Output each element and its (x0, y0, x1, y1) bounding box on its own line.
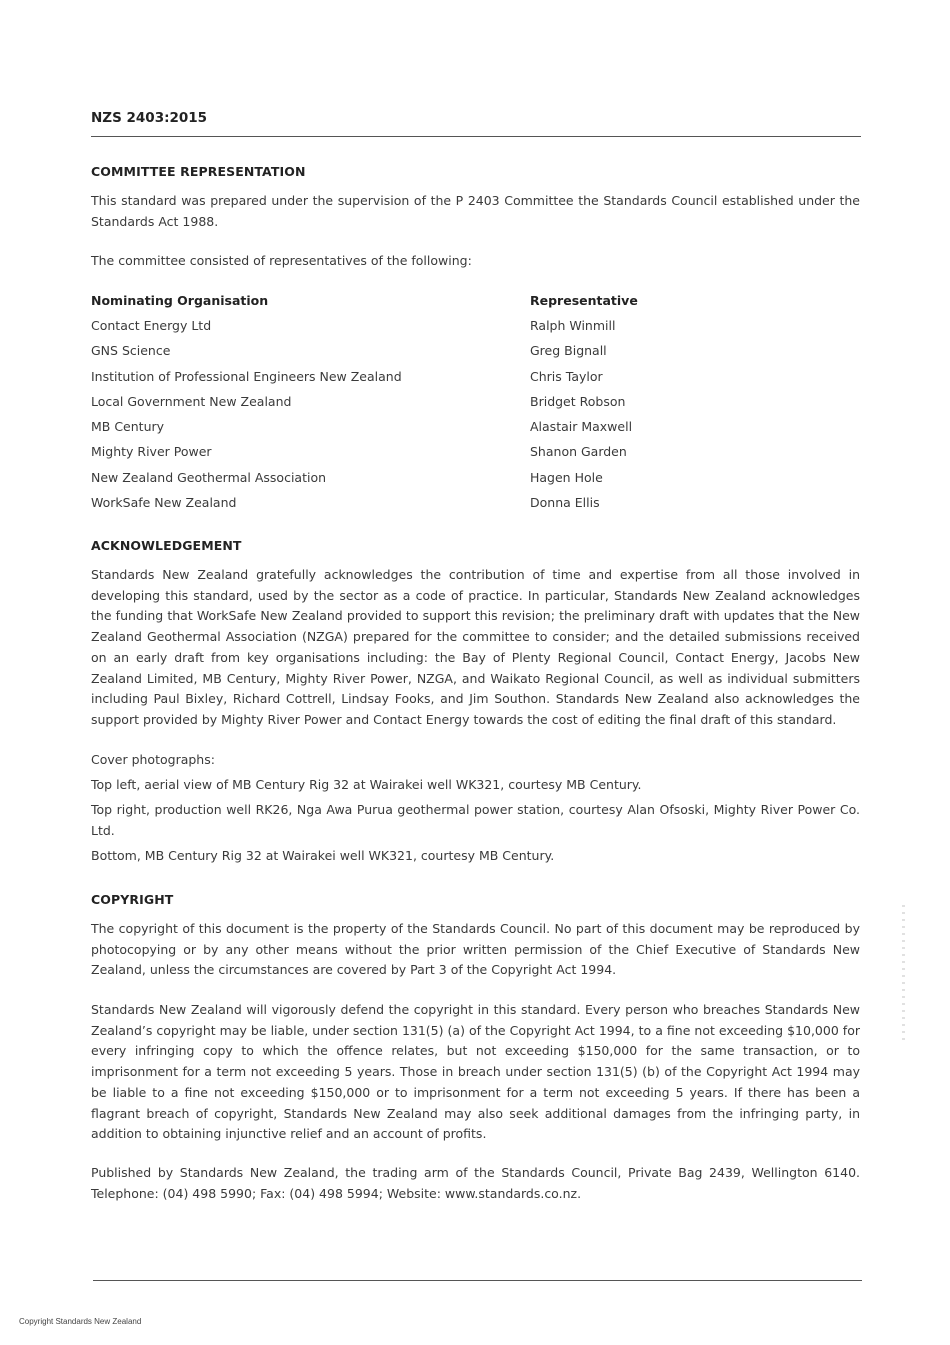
cover-photographs-label: Cover photographs: (91, 752, 215, 767)
member-representative: Alastair Maxwell (530, 419, 633, 434)
member-organisation: New Zealand Geothermal Association (91, 470, 327, 485)
footer-divider (93, 1280, 862, 1281)
member-representative: Chris Taylor (530, 369, 603, 384)
member-organisation: MB Century (91, 419, 165, 434)
committee-consisted-text: The committee consisted of representatives of the following: (91, 253, 472, 268)
cover-photo-item: Top left, aerial view of MB Century Rig 32 at Wairakei well WK321, courtesy MB Century. (91, 777, 642, 792)
member-representative: Donna Ellis (530, 495, 600, 510)
member-organisation: Contact Energy Ltd (91, 318, 212, 333)
column-header-representative: Representative (530, 293, 638, 308)
member-representative: Greg Bignall (530, 343, 607, 358)
scan-watermark (902, 905, 905, 1045)
member-representative: Bridget Robson (530, 394, 626, 409)
member-organisation: Mighty River Power (91, 444, 212, 459)
member-representative: Ralph Winmill (530, 318, 616, 333)
copyright-heading: COPYRIGHT (91, 892, 174, 907)
acknowledgement-text: Standards New Zealand gratefully acknowledges the contribution of time and expertise from all those involved in developing this standard, used by the sector as a code of practice. In particular, Standards New Zealand acknowledges the funding that WorkSafe New Zealand provided to support this revision; the preliminary draft with updates that the New Zealand Geothermal Association (NZGA) prepared for the committee to consider; and the detailed submissions received on an early draft from key organisations including: the Bay of Plenty Regional Council, Contact Energy, Jacobs New Zealand Limited, MB Century, Mighty River Power, NZGA, and Waikato Regional Council, as well as individual submitters including Paul Bixley, Richard Cottrell, Lindsay Fooks, and Jim Southon. Standards New Zealand also acknowledges the support provided by Mighty River Power and Contact Energy towards the cost of editing the final draft of this standard. (91, 567, 860, 727)
header-divider (91, 136, 861, 137)
member-organisation: GNS Science (91, 343, 171, 358)
cover-photo-item: Bottom, MB Century Rig 32 at Wairakei well WK321, courtesy MB Century. (91, 848, 555, 863)
member-representative: Hagen Hole (530, 470, 603, 485)
standard-code: NZS 2403:2015 (91, 110, 208, 126)
member-organisation: Institution of Professional Engineers New Zealand (91, 369, 402, 384)
member-representative: Shanon Garden (530, 444, 627, 459)
cover-photo-item: Top right, production well RK26, Nga Awa Purua geothermal power station, courtesy Alan Ofsoski, Mighty River Power Co. Ltd. (91, 802, 860, 838)
member-organisation: Local Government New Zealand (91, 394, 292, 409)
column-header-organisation: Nominating Organisation (91, 293, 269, 308)
member-organisation: WorkSafe New Zealand (91, 495, 237, 510)
copyright-paragraph: The copyright of this document is the property of the Standards Council. No part of this document may be reproduced by photocopying or by any other means without the prior written permission of the Chief Executive of Standards New Zealand, unless the circumstances are covered by Part 3 of the Copyright Act 1994. (91, 921, 860, 978)
copyright-paragraph: Standards New Zealand will vigorously defend the copyright in this standard. Every person who breaches Standards New Zealand’s copyright may be liable, under section 131(5) (a) of the Copyright Act 1994, to a fine not exceeding $10,000 for every infringing copy to which the offence relates, but not exceeding $150,000 for the same transaction, or to imprisonment for a term not exceeding 5 years. Those in breach under section 131(5) (b) of the Copyright Act 1994 may be liable to a fine not exceeding $150,000 or to imprisonment for a term not exceeding 5 years. If there has been a flagrant breach of copyright, Standards New Zealand may also seek additional damages from the infringing party, in addition to obtaining injunctive relief and an account of profits. (91, 1002, 860, 1142)
committee-intro: This standard was prepared under the supervision of the P 2403 Committee the Standards Council established under the Standards Act 1988. (91, 193, 860, 229)
footer-copyright-note: Copyright Standards New Zealand (19, 1317, 142, 1326)
acknowledgement-heading: ACKNOWLEDGEMENT (91, 538, 242, 553)
committee-heading: COMMITTEE REPRESENTATION (91, 164, 306, 179)
publisher-info: Published by Standards New Zealand, the trading arm of the Standards Council, Private Bag 2439, Wellington 6140. Telephone: (04) 498 5990; Fax: (04) 498 5994; Website: www.standards.co.nz. (91, 1165, 860, 1201)
